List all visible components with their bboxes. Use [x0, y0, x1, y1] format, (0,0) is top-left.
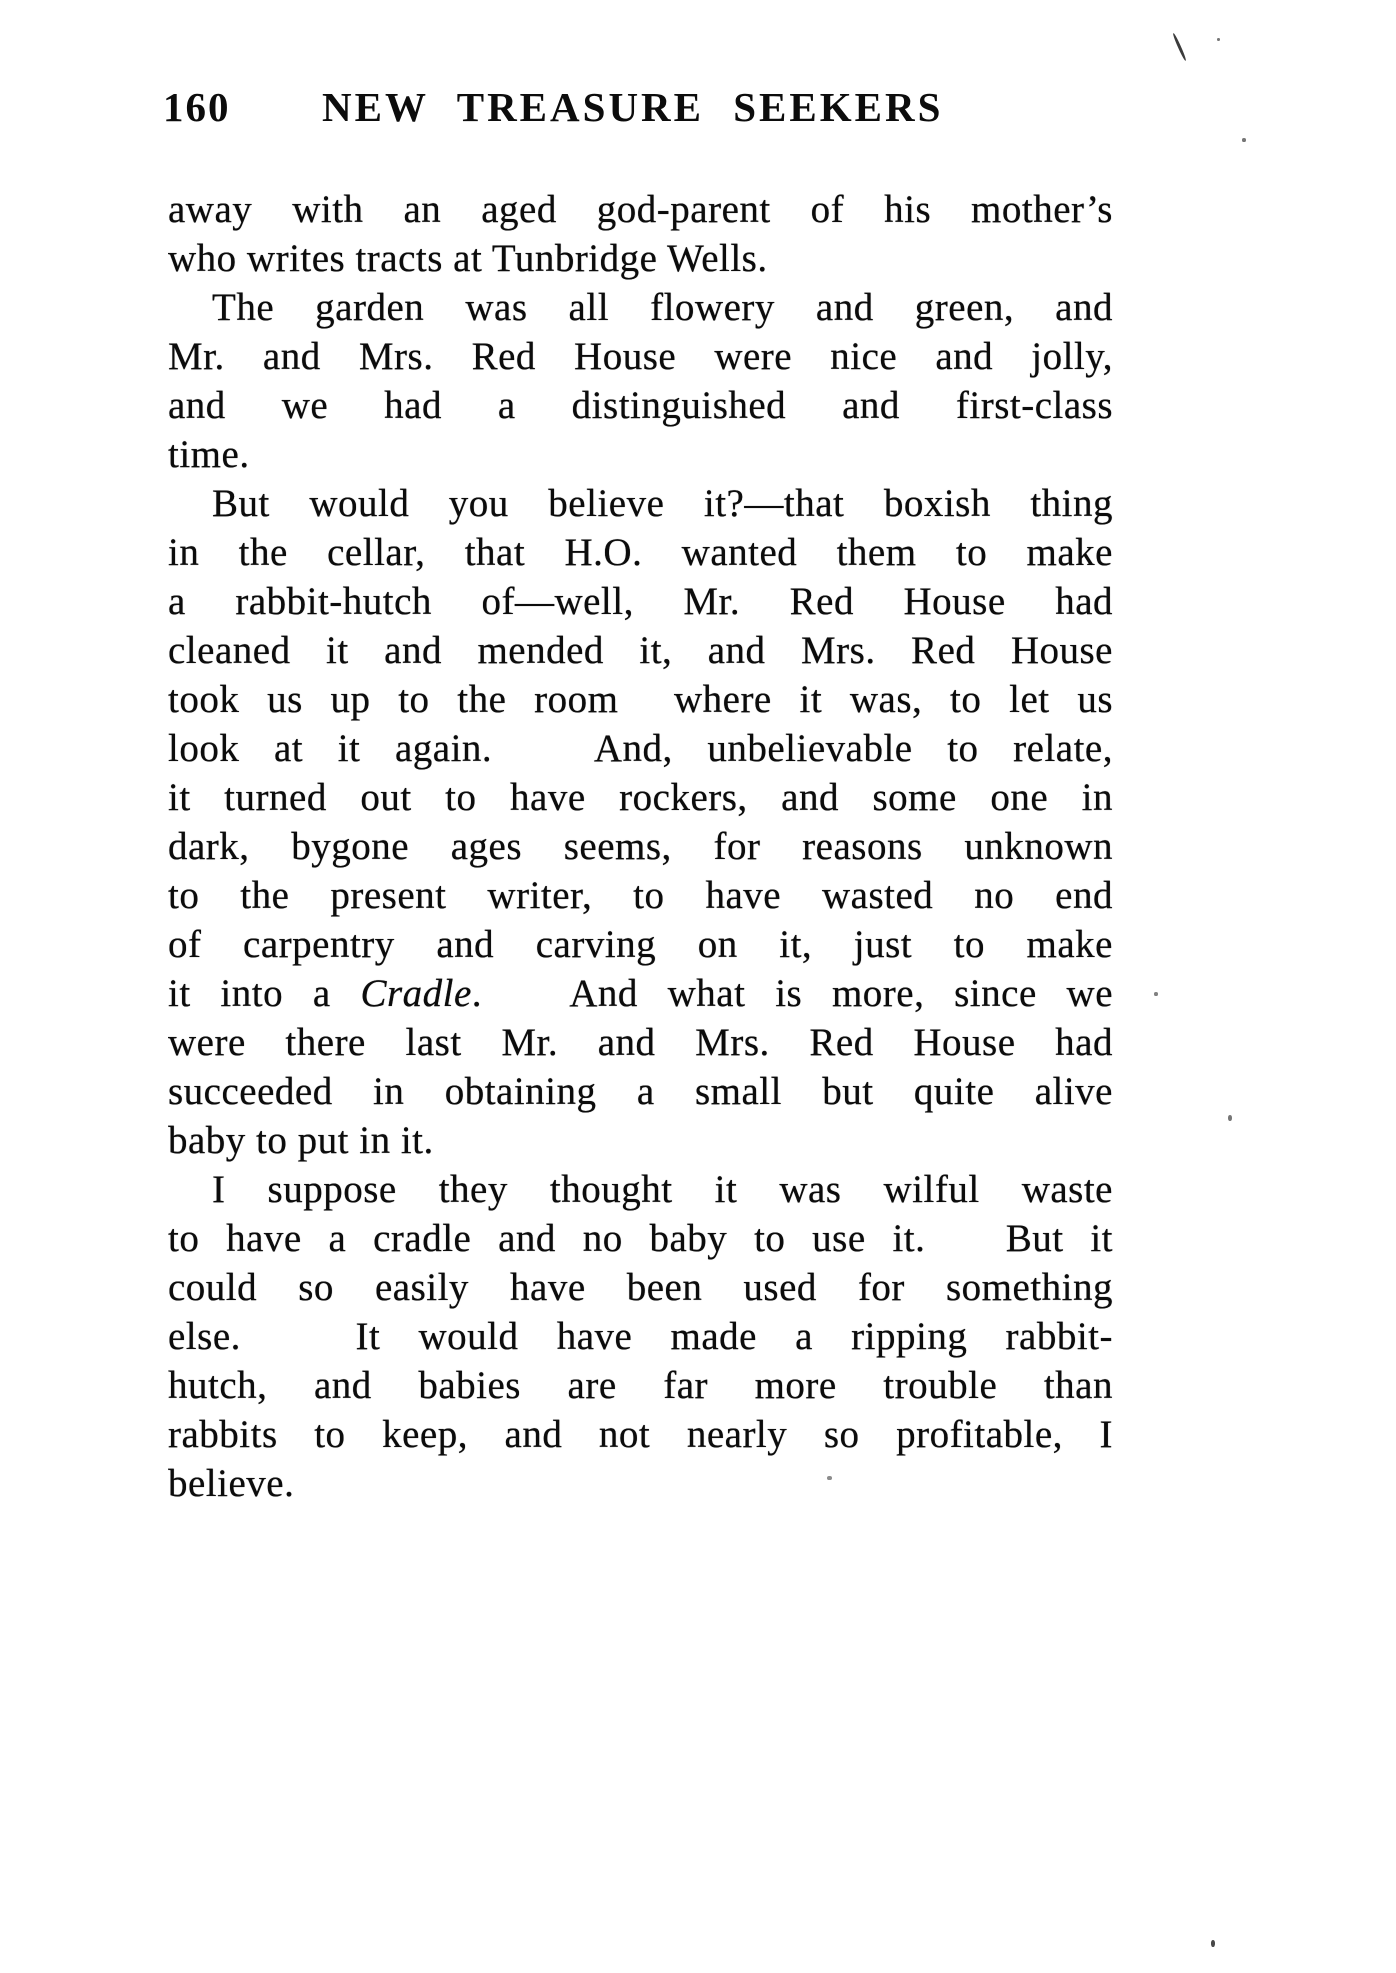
text-segment: else. It would have made a ripping rabbit-: [168, 1315, 1113, 1358]
page-header: [163, 84, 1113, 131]
text-segment: in the cellar, that H.O. wanted them to make: [168, 531, 1113, 574]
text-segment: I suppose they thought it was wilful waste: [212, 1168, 1113, 1211]
scan-speck: [1211, 1940, 1215, 1947]
text-segment: who writes tracts at Tunbridge Wells.: [168, 237, 768, 280]
text-segment: time.: [168, 433, 250, 476]
text-segment: But would you believe it?—that boxish thing: [212, 482, 1113, 525]
scan-speck: [827, 1476, 832, 1480]
text-segment: Mr. and Mrs. Red House were nice and jolly,: [168, 335, 1113, 378]
text-line: [168, 234, 1113, 283]
text-segment: believe.: [168, 1462, 295, 1505]
text-line: [168, 871, 1113, 920]
text-segment: . And what is more, since we: [471, 972, 1113, 1015]
scan-speck: [1217, 38, 1220, 41]
text-segment: a rabbit-hutch of—well, Mr. Red House had: [168, 580, 1113, 623]
scan-speck: [1154, 992, 1158, 996]
scan-speck: [1228, 1115, 1232, 1121]
text-line: [168, 1214, 1113, 1263]
text-line: [168, 1459, 1113, 1508]
text-segment: it into a: [168, 972, 361, 1015]
text-line: [168, 1165, 1113, 1214]
text-line: [168, 381, 1113, 430]
text-segment: took us up to the room where it was, to let us: [168, 678, 1113, 721]
running-title: NEW TREASURE SEEKERS: [322, 84, 944, 130]
text-line: [168, 626, 1113, 675]
text-line: [168, 1361, 1113, 1410]
text-segment: hutch, and babies are far more trouble than: [168, 1364, 1113, 1407]
text-line: [168, 577, 1113, 626]
text-segment: and we had a distinguished and first-class: [168, 384, 1113, 427]
text-line: [168, 822, 1113, 871]
text-line: [168, 1067, 1113, 1116]
text-line: [168, 969, 1113, 1018]
text-segment: to the present writer, to have wasted no end: [168, 874, 1113, 917]
text-segment: to have a cradle and no baby to use it. But it: [168, 1217, 1113, 1260]
text-line: [168, 920, 1113, 969]
text-line: [168, 773, 1113, 822]
text-line: [168, 724, 1113, 773]
italic-text: Cradle: [360, 972, 472, 1015]
text-line: [168, 479, 1113, 528]
text-segment: look at it again. And, unbelievable to relate,: [168, 727, 1113, 770]
text-line: [168, 1018, 1113, 1067]
text-segment: succeeded in obtaining a small but quite alive: [168, 1070, 1113, 1113]
text-segment: could so easily have been used for something: [168, 1266, 1113, 1309]
text-segment: were there last Mr. and Mrs. Red House had: [168, 1021, 1113, 1064]
text-line: [168, 185, 1113, 234]
scan-speck: [1242, 138, 1246, 142]
text-line: [168, 675, 1113, 724]
text-segment: rabbits to keep, and not nearly so profitable, I: [168, 1413, 1113, 1456]
stray-pen-mark: [1172, 33, 1187, 62]
text-line: [168, 283, 1113, 332]
text-line: [168, 1263, 1113, 1312]
text-line: [168, 1312, 1113, 1361]
text-block: [168, 185, 1113, 1508]
text-line: [168, 528, 1113, 577]
text-segment: of carpentry and carving on it, just to make: [168, 923, 1113, 966]
text-segment: it turned out to have rockers, and some one in: [168, 776, 1113, 819]
text-line: [168, 1410, 1113, 1459]
text-segment: dark, bygone ages seems, for reasons unknown: [168, 825, 1113, 868]
text-line: [168, 430, 1113, 479]
text-segment: cleaned it and mended it, and Mrs. Red House: [168, 629, 1113, 672]
text-line: [168, 1116, 1113, 1165]
text-segment: baby to put in it.: [168, 1119, 434, 1162]
text-line: [168, 332, 1113, 381]
text-segment: The garden was all flowery and green, and: [212, 286, 1113, 329]
text-segment: away with an aged god-parent of his mother’s: [168, 188, 1113, 231]
page-number: 160: [163, 84, 231, 130]
